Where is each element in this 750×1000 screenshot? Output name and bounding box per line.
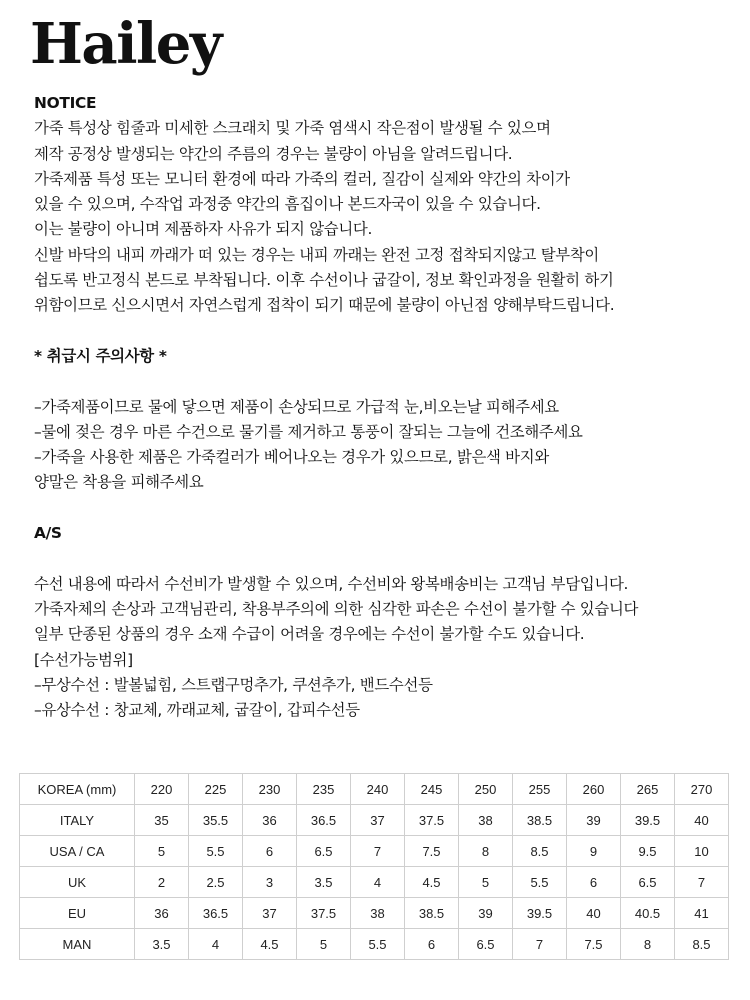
- size-row-label: KOREA (mm): [20, 774, 135, 805]
- size-cell: 235: [297, 774, 351, 805]
- size-cell: 4: [351, 867, 405, 898]
- size-cell: 265: [621, 774, 675, 805]
- size-cell: 37.5: [297, 898, 351, 929]
- size-row-label: UK: [20, 867, 135, 898]
- info-content: [34, 91, 734, 723]
- size-cell: 3.5: [297, 867, 351, 898]
- size-cell: 225: [189, 774, 243, 805]
- size-cell: 7: [513, 929, 567, 960]
- size-cell: 7.5: [405, 836, 459, 867]
- size-cell: 7.5: [567, 929, 621, 960]
- size-row: [20, 867, 729, 898]
- size-cell: 36: [135, 898, 189, 929]
- size-row-label: ITALY: [20, 805, 135, 836]
- size-row: [20, 929, 729, 960]
- size-cell: 5.5: [513, 867, 567, 898]
- size-cell: 6.5: [297, 836, 351, 867]
- size-row-label: MAN: [20, 929, 135, 960]
- size-cell: 2: [135, 867, 189, 898]
- as-line: 가죽자체의 손상과 고객님관리, 착용부주의에 의한 심각한 파손은 수선이 불가할 수 있습니다: [34, 599, 639, 618]
- size-cell: 39: [459, 898, 513, 929]
- size-cell: 2.5: [189, 867, 243, 898]
- size-cell: 37.5: [405, 805, 459, 836]
- size-cell: 3: [243, 867, 297, 898]
- size-row: [20, 898, 729, 929]
- size-cell: 240: [351, 774, 405, 805]
- size-cell: 8: [621, 929, 675, 960]
- as-line: [수선가능범위]: [34, 650, 133, 669]
- size-cell: 6: [243, 836, 297, 867]
- size-cell: 3.5: [135, 929, 189, 960]
- size-cell: 40.5: [621, 898, 675, 929]
- notice-line: 있을 수 있으며, 수작업 과정중 약간의 흠집이나 본드자국이 있을 수 있습니다.: [34, 195, 541, 214]
- notice-title: NOTICE: [34, 94, 97, 112]
- size-cell: 37: [351, 805, 405, 836]
- size-row-label: EU: [20, 898, 135, 929]
- notice-line: 위함이므로 신으시면서 자연스럽게 접착이 되기 때문에 불량이 아닌점 양해부탁드립니다.: [34, 296, 615, 315]
- size-cell: 40: [675, 805, 729, 836]
- size-cell: 9: [567, 836, 621, 867]
- size-cell: 35: [135, 805, 189, 836]
- notice-line: 제작 공정상 발생되는 약간의 주름의 경우는 불량이 아님을 알려드립니다.: [34, 144, 513, 163]
- care-line: –가죽을 사용한 제품은 가죽컬러가 베어나오는 경우가 있으므로, 밝은색 바지와: [34, 448, 549, 467]
- size-cell: 255: [513, 774, 567, 805]
- as-line: 일부 단종된 상품의 경우 소재 수급이 어려울 경우에는 수선이 불가할 수도 있습니다.: [34, 625, 585, 644]
- size-chart-table: [19, 773, 729, 960]
- size-cell: 8: [459, 836, 513, 867]
- size-row: [20, 774, 729, 805]
- notice-line: 가죽 특성상 힘줄과 미세한 스크래치 및 가죽 염색시 작은점이 발생될 수 있으며: [34, 119, 551, 138]
- size-cell: 41: [675, 898, 729, 929]
- size-row: [20, 805, 729, 836]
- size-cell: 250: [459, 774, 513, 805]
- size-cell: 38: [351, 898, 405, 929]
- care-line: 양말은 착용을 피해주세요: [34, 473, 204, 492]
- size-cell: 8.5: [513, 836, 567, 867]
- size-cell: 39.5: [513, 898, 567, 929]
- size-cell: 5: [297, 929, 351, 960]
- size-cell: 5: [459, 867, 513, 898]
- size-cell: 35.5: [189, 805, 243, 836]
- size-cell: 5: [135, 836, 189, 867]
- care-line: –물에 젖은 경우 마른 수건으로 물기를 제거하고 통풍이 잘되는 그늘에 건조해주세요: [34, 422, 583, 441]
- size-cell: 7: [675, 867, 729, 898]
- size-cell: 36: [243, 805, 297, 836]
- care-title: * 취급시 주의사항 *: [34, 346, 167, 365]
- size-cell: 4.5: [405, 867, 459, 898]
- as-line: –유상수선 : 창교체, 까래교체, 굽갈이, 갑피수선등: [34, 701, 360, 720]
- notice-line: 신발 바닥의 내피 까래가 떠 있는 경우는 내피 까래는 완전 고정 접착되지않고 탈부착이: [34, 245, 599, 264]
- size-cell: 4.5: [243, 929, 297, 960]
- size-cell: 36.5: [297, 805, 351, 836]
- size-cell: 245: [405, 774, 459, 805]
- size-cell: 220: [135, 774, 189, 805]
- size-row-label: USA / CA: [20, 836, 135, 867]
- size-cell: 6.5: [621, 867, 675, 898]
- notice-line: 이는 불량이 아니며 제품하자 사유가 되지 않습니다.: [34, 220, 373, 239]
- size-cell: 230: [243, 774, 297, 805]
- brand-logo: Hailey: [30, 11, 221, 77]
- size-cell: 39: [567, 805, 621, 836]
- size-cell: 4: [189, 929, 243, 960]
- size-cell: 38.5: [513, 805, 567, 836]
- as-line: –무상수선 : 발볼넓힘, 스트랩구멍추가, 쿠션추가, 밴드수선등: [34, 675, 433, 694]
- size-cell: 38.5: [405, 898, 459, 929]
- size-cell: 5.5: [189, 836, 243, 867]
- size-cell: 260: [567, 774, 621, 805]
- care-line: –가죽제품이므로 물에 닿으면 제품이 손상되므로 가급적 눈,비오는날 피해주세요: [34, 397, 559, 416]
- as-line: 수선 내용에 따라서 수선비가 발생할 수 있으며, 수선비와 왕복배송비는 고객님 부담입니다.: [34, 574, 629, 593]
- size-row: [20, 836, 729, 867]
- size-cell: 39.5: [621, 805, 675, 836]
- size-cell: 10: [675, 836, 729, 867]
- notice-line: 가죽제품 특성 또는 모니터 환경에 따라 가죽의 컬러, 질감이 실제와 약간의 차이가: [34, 169, 570, 188]
- size-cell: 38: [459, 805, 513, 836]
- size-cell: 6.5: [459, 929, 513, 960]
- size-cell: 5.5: [351, 929, 405, 960]
- as-title: A/S: [34, 524, 62, 543]
- size-cell: 8.5: [675, 929, 729, 960]
- size-cell: 37: [243, 898, 297, 929]
- size-cell: 40: [567, 898, 621, 929]
- size-cell: 36.5: [189, 898, 243, 929]
- size-cell: 7: [351, 836, 405, 867]
- size-cell: 9.5: [621, 836, 675, 867]
- notice-line: 쉽도록 반고정식 본드로 부착됩니다. 이후 수선이나 굽갈이, 정보 확인과정을 원활히 하기: [34, 271, 614, 290]
- size-cell: 6: [405, 929, 459, 960]
- size-cell: 270: [675, 774, 729, 805]
- size-cell: 6: [567, 867, 621, 898]
